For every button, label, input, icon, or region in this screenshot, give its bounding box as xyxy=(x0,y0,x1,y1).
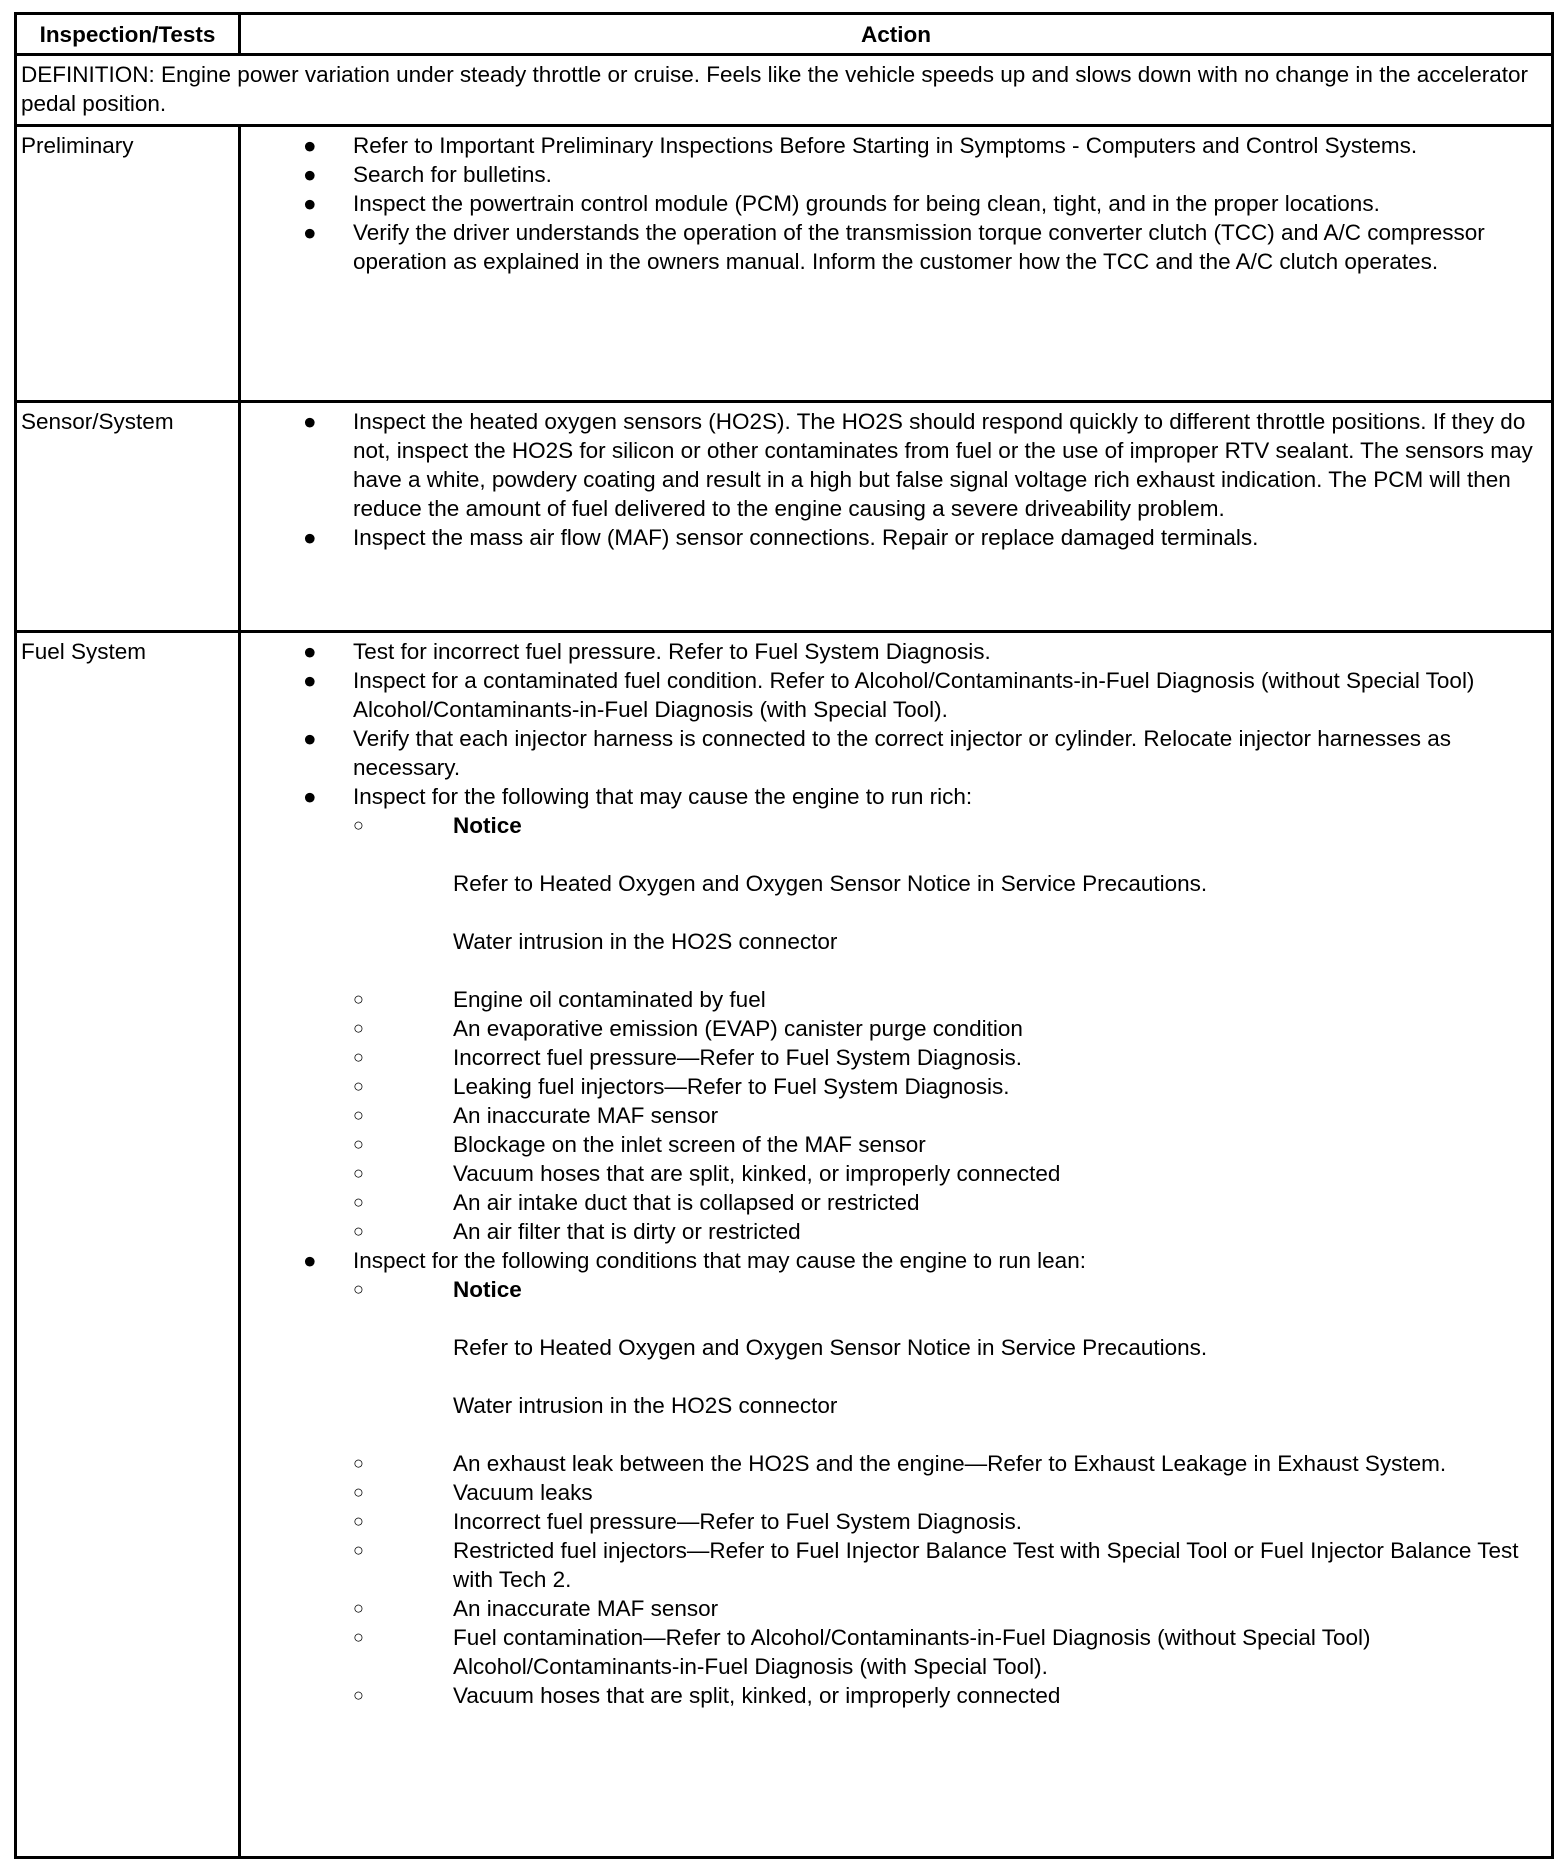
item-text: Inspect the powertrain control module (PCM) grounds for being clean, tight, and in the proper locations. xyxy=(353,191,1380,216)
sub-list-item xyxy=(353,1594,1547,1623)
item-text: Inspect for the following that may cause the engine to run rich: xyxy=(353,784,973,809)
row-label-text: Fuel System xyxy=(21,639,147,664)
sub-list-item xyxy=(353,1681,1547,1710)
bullet-icon: ● xyxy=(303,409,317,434)
action-cell xyxy=(240,632,1553,1858)
sub-list-item xyxy=(353,1014,1547,1043)
action-list xyxy=(245,407,1547,552)
notice-detail: Water intrusion in the HO2S connector xyxy=(453,929,838,954)
list-item xyxy=(245,666,1547,724)
list-item xyxy=(245,189,1547,218)
diagnostic-table xyxy=(14,12,1554,1859)
bullet-icon: ● xyxy=(303,133,317,158)
row-label-text: Sensor/System xyxy=(21,409,174,434)
bullet-icon: ● xyxy=(303,1248,317,1273)
sub-list-item xyxy=(353,1217,1547,1246)
sub-list-item xyxy=(353,1536,1547,1594)
sub-list-item xyxy=(353,1507,1547,1536)
sub-list-item xyxy=(353,1188,1547,1217)
sub-list-item xyxy=(353,1130,1547,1159)
action-list xyxy=(245,131,1547,276)
sub-list-item xyxy=(353,1623,1547,1681)
action-cell xyxy=(240,126,1553,402)
sub-item-text: An exhaust leak between the HO2S and the engine—Refer to Exhaust Leakage in Exhaust System. xyxy=(453,1451,1447,1476)
sub-item-text: An inaccurate MAF sensor xyxy=(453,1103,719,1128)
sub-item-text: Incorrect fuel pressure—Refer to Fuel System Diagnosis. xyxy=(453,1045,1022,1070)
list-item xyxy=(245,782,1547,1246)
circle-bullet-icon: ○ xyxy=(353,1047,364,1067)
row-label xyxy=(16,632,240,1858)
sub-list-item xyxy=(353,985,1547,1014)
sub-item-text: Vacuum hoses that are split, kinked, or improperly connected xyxy=(453,1161,1061,1186)
circle-bullet-icon: ○ xyxy=(353,1163,364,1183)
circle-bullet-icon: ○ xyxy=(353,1598,364,1618)
bullet-icon: ● xyxy=(303,639,317,664)
list-item xyxy=(245,523,1547,552)
header-row xyxy=(16,14,1553,55)
sub-list xyxy=(353,811,1547,1246)
circle-bullet-icon: ○ xyxy=(353,815,364,835)
notice-detail: Water intrusion in the HO2S connector xyxy=(453,1393,838,1418)
item-text: Inspect for a contaminated fuel condition. Refer to Alcohol/Contaminants-in-Fuel Diagnosis (without Special Tool) Alcohol/Contaminants-in-Fuel Diagnosis (with Special Tool). xyxy=(353,668,1475,722)
circle-bullet-icon: ○ xyxy=(353,1685,364,1705)
sub-item-text: An air filter that is dirty or restricted xyxy=(453,1219,801,1244)
circle-bullet-icon: ○ xyxy=(353,1076,364,1096)
list-item xyxy=(245,407,1547,523)
sub-list-item xyxy=(353,1101,1547,1130)
row-label-text: Preliminary xyxy=(21,133,134,158)
notice-text: Refer to Heated Oxygen and Oxygen Sensor Notice in Service Precautions. xyxy=(453,871,1208,896)
table-row xyxy=(16,126,1553,402)
table-row xyxy=(16,402,1553,632)
list-item xyxy=(245,637,1547,666)
circle-bullet-icon: ○ xyxy=(353,1018,364,1038)
list-item xyxy=(245,160,1547,189)
sub-list-item xyxy=(353,1449,1547,1478)
item-text: Verify the driver understands the operation of the transmission torque converter clutch (TCC) and A/C compressor operation as explained in the owners manual. Inform the customer how the TCC and the A/C clutch operates. xyxy=(353,220,1485,274)
notice-title: Notice xyxy=(453,1277,522,1302)
sub-list-item xyxy=(353,1478,1547,1507)
item-text: Verify that each injector harness is connected to the correct injector or cylinder. Relocate injector harnesses as necessary. xyxy=(353,726,1452,780)
header-inspection-tests: Inspection/Tests xyxy=(16,14,240,55)
list-item xyxy=(245,131,1547,160)
circle-bullet-icon: ○ xyxy=(353,1511,364,1531)
circle-bullet-icon: ○ xyxy=(353,1192,364,1212)
sub-item-text: Blockage on the inlet screen of the MAF sensor xyxy=(453,1132,926,1157)
sub-item-text: Restricted fuel injectors—Refer to Fuel Injector Balance Test with Special Tool or Fuel Injector Balance Test with Tech 2. xyxy=(453,1538,1519,1592)
sub-item-text: An air intake duct that is collapsed or restricted xyxy=(453,1190,920,1215)
circle-bullet-icon: ○ xyxy=(353,1221,364,1241)
bullet-icon: ● xyxy=(303,191,317,216)
bullet-icon: ● xyxy=(303,525,317,550)
table-row xyxy=(16,632,1553,1858)
list-item xyxy=(245,724,1547,782)
circle-bullet-icon: ○ xyxy=(353,1482,364,1502)
action-cell xyxy=(240,402,1553,632)
circle-bullet-icon: ○ xyxy=(353,1279,364,1299)
sub-item-text: An evaporative emission (EVAP) canister purge condition xyxy=(453,1016,1023,1041)
sub-list-item xyxy=(353,1072,1547,1101)
bullet-icon: ● xyxy=(303,784,317,809)
sub-list-item xyxy=(353,1043,1547,1072)
circle-bullet-icon: ○ xyxy=(353,1134,364,1154)
sub-list-item xyxy=(353,1159,1547,1188)
sub-item-text: Fuel contamination—Refer to Alcohol/Contaminants-in-Fuel Diagnosis (without Special Tool) Alcohol/Contaminants-in-Fuel Diagnosis (with Special Tool). xyxy=(453,1625,1371,1679)
item-text: Refer to Important Preliminary Inspections Before Starting in Symptoms - Computers and Control Systems. xyxy=(353,133,1418,158)
header-action: Action xyxy=(240,14,1553,55)
sub-item-text: Vacuum hoses that are split, kinked, or improperly connected xyxy=(453,1683,1061,1708)
item-text: Search for bulletins. xyxy=(353,162,552,187)
circle-bullet-icon: ○ xyxy=(353,989,364,1009)
definition-text: DEFINITION: Engine power variation under steady throttle or cruise. Feels like the vehicle speeds up and slows down with no change in the accelerator pedal position. xyxy=(16,55,1553,126)
row-label xyxy=(16,402,240,632)
list-item xyxy=(245,1246,1547,1710)
list-item xyxy=(245,218,1547,276)
sub-item-text: Leaking fuel injectors—Refer to Fuel System Diagnosis. xyxy=(453,1074,1010,1099)
bullet-icon: ● xyxy=(303,162,317,187)
circle-bullet-icon: ○ xyxy=(353,1627,364,1647)
circle-bullet-icon: ○ xyxy=(353,1453,364,1473)
item-text: Test for incorrect fuel pressure. Refer to Fuel System Diagnosis. xyxy=(353,639,991,664)
bullet-icon: ● xyxy=(303,726,317,751)
bullet-icon: ● xyxy=(303,668,317,693)
row-label xyxy=(16,126,240,402)
notice-title: Notice xyxy=(453,813,522,838)
item-text: Inspect the heated oxygen sensors (HO2S). The HO2S should respond quickly to different throttle positions. If they do not, inspect the HO2S for silicon or other contaminates from fuel or the use of improper RTV sealant. The sensors may have a white, powdery coating and result in a high but false signal voltage rich exhaust indication. The PCM will then reduce the amount of fuel delivered to the engine causing a severe driveability problem. xyxy=(353,409,1533,521)
bullet-icon: ● xyxy=(303,220,317,245)
sub-item-text: Incorrect fuel pressure—Refer to Fuel System Diagnosis. xyxy=(453,1509,1022,1534)
sub-item-text: Vacuum leaks xyxy=(453,1480,593,1505)
item-text: Inspect the mass air flow (MAF) sensor connections. Repair or replace damaged terminals. xyxy=(353,525,1259,550)
circle-bullet-icon: ○ xyxy=(353,1540,364,1560)
definition-row xyxy=(16,55,1553,126)
circle-bullet-icon: ○ xyxy=(353,1105,364,1125)
notice-item xyxy=(353,811,1547,985)
notice-item xyxy=(353,1275,1547,1449)
item-text: Inspect for the following conditions that may cause the engine to run lean: xyxy=(353,1248,1086,1273)
sub-item-text: Engine oil contaminated by fuel xyxy=(453,987,766,1012)
sub-item-text: An inaccurate MAF sensor xyxy=(453,1596,719,1621)
notice-text: Refer to Heated Oxygen and Oxygen Sensor Notice in Service Precautions. xyxy=(453,1335,1208,1360)
action-list xyxy=(245,637,1547,1710)
sub-list xyxy=(353,1275,1547,1710)
